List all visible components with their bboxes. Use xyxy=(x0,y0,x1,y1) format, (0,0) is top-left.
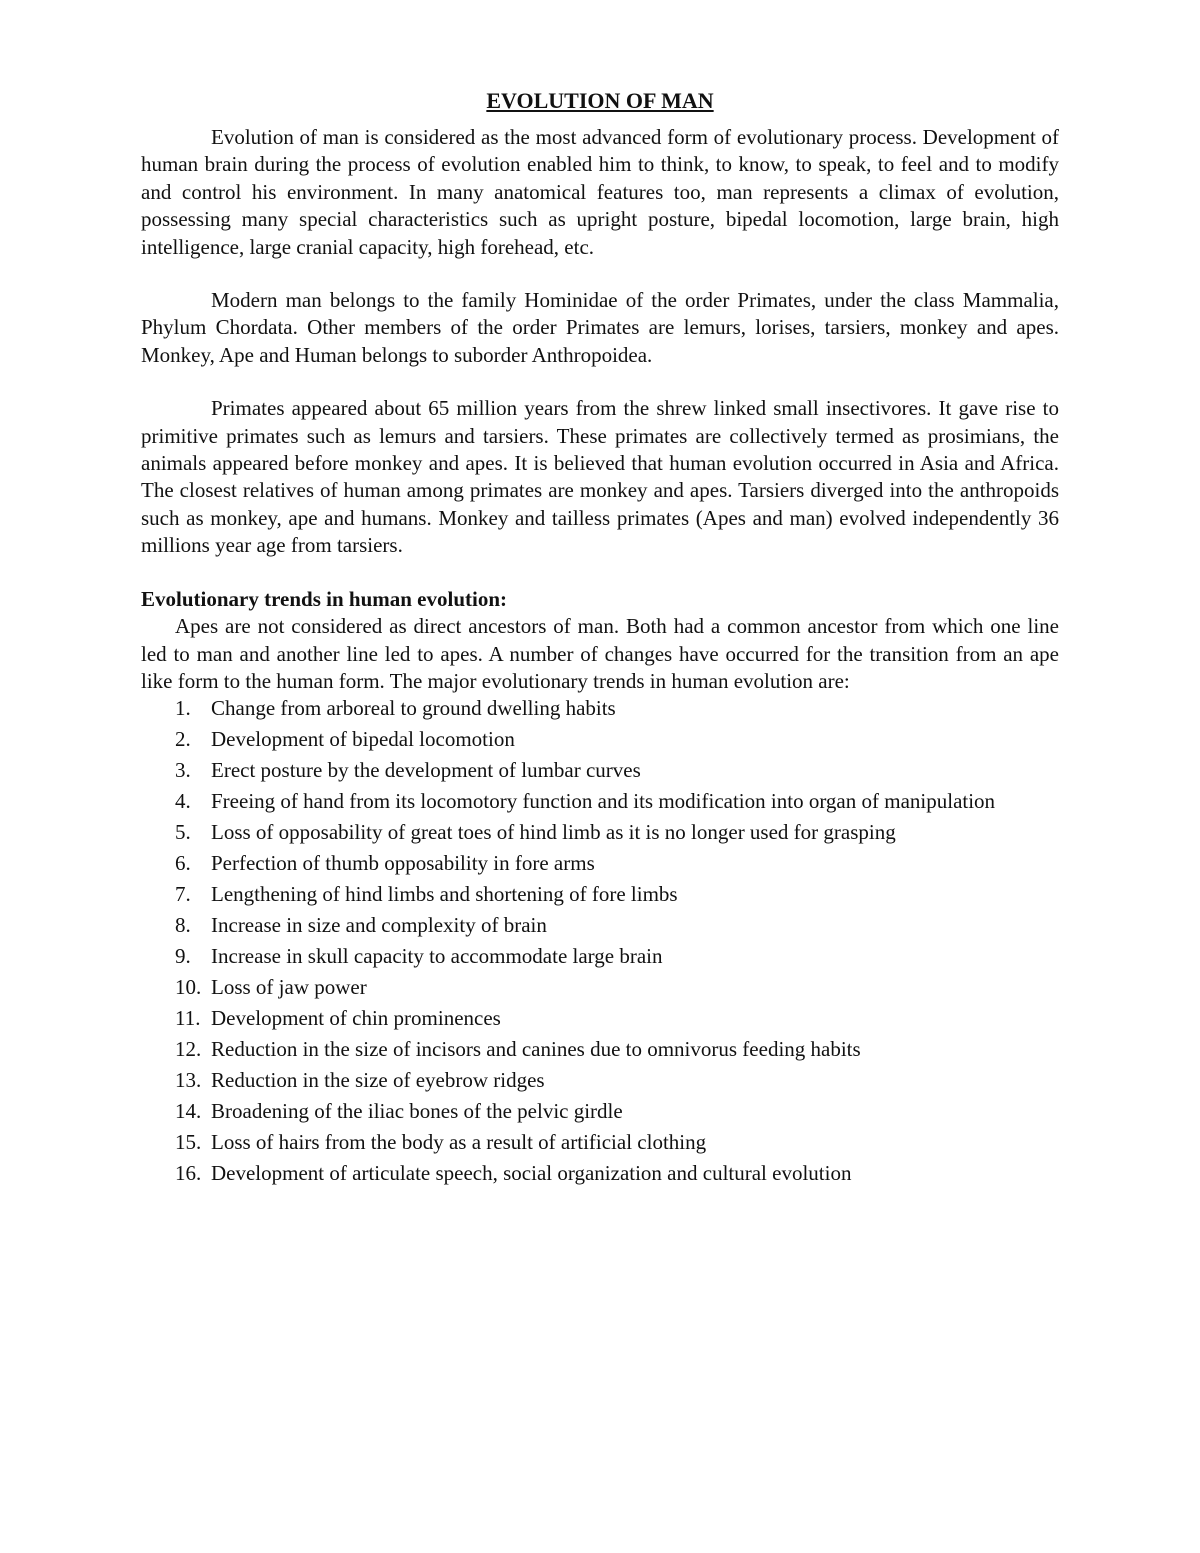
list-item-number: 6. xyxy=(175,851,191,876)
list-item-text: Development of bipedal locomotion xyxy=(211,727,515,752)
list-item-text: Increase in skull capacity to accommodate large brain xyxy=(211,944,663,969)
list-item-text: Perfection of thumb opposability in fore arms xyxy=(211,851,595,876)
list-item-number: 3. xyxy=(175,758,191,783)
list-item-number: 14. xyxy=(175,1099,202,1124)
list-item-text: Freeing of hand from its locomotory function and its modification into organ of manipulation xyxy=(211,789,996,814)
list-item-text: Loss of opposability of great toes of hind limb as it is no longer used for grasping xyxy=(211,820,896,845)
list-item-text: Reduction in the size of incisors and canines due to omnivorus feeding habits xyxy=(211,1037,861,1062)
list-item-number: 15. xyxy=(175,1130,202,1155)
list-item-number: 5. xyxy=(175,820,191,845)
paragraph-primates: Primates appeared about 65 million years from the shrew linked small insectivores. It gave rise to primitive primates such as lemurs and tarsiers. These primates are collectively termed as prosimians, the animals appeared before monkey and apes. It is believed that human evolution occurred in Asia and Africa. The closest relatives of human among primates are monkey and apes. Tarsiers diverged into the anthropoids such as monkey, ape and humans. Monkey and tailless primates (Apes and man) evolved independently 36 millions year age from tarsiers. xyxy=(141,396,1059,558)
list-item-text: Lengthening of hind limbs and shortening of fore limbs xyxy=(211,882,678,907)
paragraph-intro: Evolution of man is considered as the most advanced form of evolutionary process. Development of human brain during the process of evolution enabled him to think, to know, to speak, to feel and to modify and control his environment. In many anatomical features too, man represents a climax of evolution, possessing many special characteristics such as upright posture, bipedal locomotion, large brain, high intelligence, large cranial capacity, high forehead, etc. xyxy=(141,125,1059,259)
list-item xyxy=(141,1036,1059,1063)
trends-list xyxy=(141,695,1059,1187)
list-item-number: 10. xyxy=(175,975,202,1000)
list-item xyxy=(141,819,1059,846)
list-item-text: Development of articulate speech, social organization and cultural evolution xyxy=(211,1161,852,1186)
list-item-text: Change from arboreal to ground dwelling habits xyxy=(211,696,616,721)
list-item xyxy=(141,912,1059,939)
list-item-number: 11. xyxy=(175,1006,201,1031)
list-item-text: Loss of jaw power xyxy=(211,975,367,1000)
list-item xyxy=(141,1005,1059,1032)
section-heading: Evolutionary trends in human evolution: xyxy=(141,586,508,611)
list-item-text: Loss of hairs from the body as a result of artificial clothing xyxy=(211,1130,707,1155)
list-item-number: 1. xyxy=(175,696,191,721)
list-item-text: Reduction in the size of eyebrow ridges xyxy=(211,1068,545,1093)
list-item xyxy=(141,757,1059,784)
list-item-number: 2. xyxy=(175,727,191,752)
list-item xyxy=(141,1129,1059,1156)
list-item-number: 4. xyxy=(175,789,191,814)
list-item xyxy=(141,695,1059,722)
list-item xyxy=(141,788,1059,815)
list-item xyxy=(141,726,1059,753)
list-item-number: 8. xyxy=(175,913,191,938)
list-item-number: 7. xyxy=(175,882,191,907)
list-item-number: 13. xyxy=(175,1068,202,1093)
list-item xyxy=(141,850,1059,877)
list-item-number: 12. xyxy=(175,1037,202,1062)
list-item xyxy=(141,974,1059,1001)
list-item-text: Increase in size and complexity of brain xyxy=(211,913,547,938)
list-item xyxy=(141,1098,1059,1125)
paragraph-classification: Modern man belongs to the family Hominidae of the order Primates, under the class Mammalia, Phylum Chordata. Other members of the order Primates are lemurs, lorises, tarsiers, monkey and apes. Monkey, Ape and Human belongs to suborder Anthropoidea. xyxy=(141,288,1059,367)
list-item-number: 16. xyxy=(175,1161,202,1186)
list-item xyxy=(141,881,1059,908)
section-intro: Apes are not considered as direct ancestors of man. Both had a common ancestor from which one line led to man and another line led to apes. A number of changes have occurred for the transition from an ape like form to the human form. The major evolutionary trends in human evolution are: xyxy=(141,614,1059,693)
list-item-number: 9. xyxy=(175,944,191,969)
list-item-text: Erect posture by the development of lumbar curves xyxy=(211,758,641,783)
list-item-text: Development of chin prominences xyxy=(211,1006,501,1031)
list-item xyxy=(141,943,1059,970)
list-item-text: Broadening of the iliac bones of the pelvic girdle xyxy=(211,1099,623,1124)
document-page xyxy=(141,86,1059,1191)
document-title: EVOLUTION OF MAN xyxy=(486,88,714,113)
list-item xyxy=(141,1160,1059,1187)
list-item xyxy=(141,1067,1059,1094)
